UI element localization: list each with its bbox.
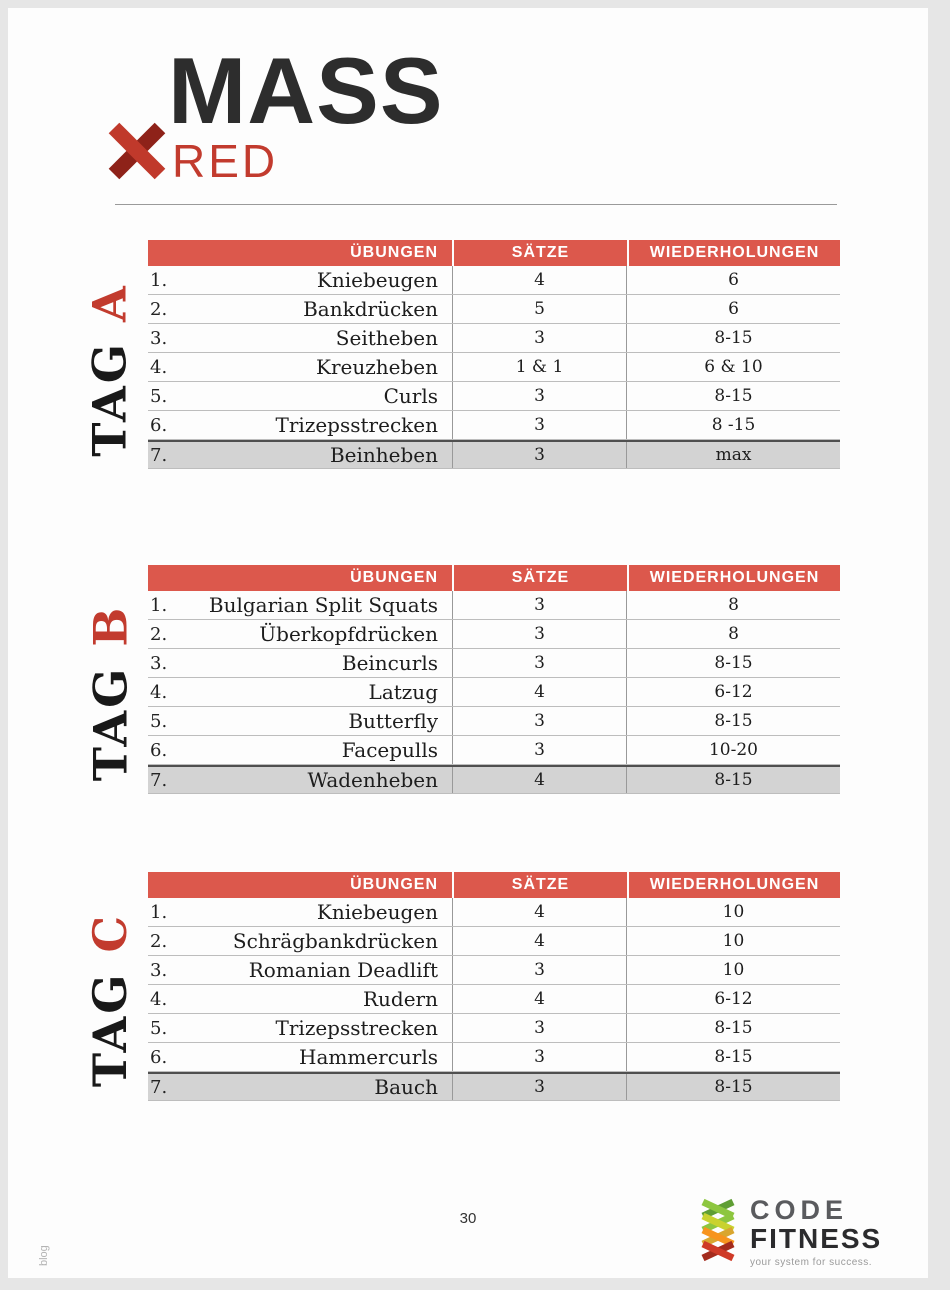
table-row [148, 927, 840, 956]
reps-cell: 8-15 [714, 386, 753, 406]
sets-cell: 4 [452, 898, 627, 926]
reps-cell: 8 [728, 624, 739, 644]
sets-cell: 3 [452, 1014, 627, 1042]
x-red-logo-icon [102, 114, 174, 186]
table-row [148, 736, 840, 765]
sets-cell: 4 [452, 266, 627, 294]
table-row [148, 898, 840, 927]
table-row [148, 411, 840, 440]
reps-cell: 10 [722, 960, 745, 980]
column-header-wiederholungen: WIEDERHOLUNGEN [629, 240, 840, 266]
reps-cell: 6-12 [714, 682, 753, 702]
column-header-saetze: SÄTZE [454, 240, 627, 266]
row-number: 2. [150, 623, 168, 645]
table-row [148, 956, 840, 985]
exercise-cell [148, 1043, 452, 1071]
brand-tagline: your system for success. [750, 1256, 873, 1268]
column-header-uebungen: ÜBUNGEN [148, 872, 452, 898]
sets-cell: 3 [452, 736, 627, 764]
column-header-saetze: SÄTZE [454, 565, 627, 591]
exercise-name: Kniebeugen [316, 268, 438, 292]
exercise-name: Überkopfdrücken [259, 622, 438, 646]
reps-cell: 8 -15 [711, 415, 756, 435]
row-number: 5. [150, 710, 168, 732]
table-row [148, 1014, 840, 1043]
column-header-uebungen: ÜBUNGEN [148, 565, 452, 591]
table-row [148, 678, 840, 707]
sets-cell: 4 [452, 767, 627, 793]
sets-cell: 3 [452, 591, 627, 619]
row-number: 3. [150, 652, 168, 674]
exercise-cell [148, 620, 452, 648]
table-row [148, 707, 840, 736]
sets-cell: 3 [452, 1074, 627, 1100]
exercise-cell [148, 1074, 452, 1100]
dna-helix-icon [695, 1196, 741, 1269]
row-number: 1. [150, 594, 168, 616]
tag-letter: C [83, 912, 137, 952]
table-row [148, 440, 840, 469]
reps-cell: 10 [722, 931, 745, 951]
sets-cell: 3 [452, 956, 627, 984]
exercise-name: Seitheben [335, 326, 438, 350]
tag-word: TAG [83, 321, 138, 457]
column-header-wiederholungen: WIEDERHOLUNGEN [629, 565, 840, 591]
reps-cell: 8-15 [714, 1077, 753, 1097]
exercise-cell [148, 767, 452, 793]
sets-cell: 5 [452, 295, 627, 323]
exercise-name: Rudern [362, 987, 438, 1011]
page-number: 30 [459, 1210, 477, 1227]
exercise-name: Latzug [368, 680, 438, 704]
row-number: 2. [150, 298, 168, 320]
column-header-wiederholungen: WIEDERHOLUNGEN [629, 872, 840, 898]
exercise-cell [148, 382, 452, 410]
exercise-cell [148, 985, 452, 1013]
exercise-name: Romanian Deadlift [248, 958, 438, 982]
table-row [148, 295, 840, 324]
row-number: 6. [150, 414, 168, 436]
exercise-cell [148, 411, 452, 439]
page-title: MASS [168, 38, 444, 143]
table-header-row [148, 565, 840, 591]
exercise-cell [148, 1014, 452, 1042]
exercise-name: Trizepsstrecken [275, 1016, 438, 1040]
exercise-name: Kniebeugen [316, 900, 438, 924]
exercise-cell [148, 295, 452, 323]
workout-table-a [148, 240, 840, 469]
exercise-name: Facepulls [341, 738, 438, 762]
table-header-row [148, 872, 840, 898]
tag-a-label [82, 267, 138, 473]
table-row [148, 324, 840, 353]
table-row [148, 591, 840, 620]
reps-cell: 6-12 [714, 989, 753, 1009]
row-number: 7. [150, 444, 168, 466]
reps-cell: 8-15 [714, 1047, 753, 1067]
tag-word: TAG [83, 951, 137, 1087]
blog-watermark: blog [38, 1245, 50, 1266]
row-number: 3. [150, 327, 168, 349]
sets-cell: 3 [452, 620, 627, 648]
reps-cell: 10 [722, 902, 745, 922]
exercise-name: Butterfly [348, 709, 438, 733]
exercise-cell [148, 898, 452, 926]
table-row [148, 1043, 840, 1072]
exercise-name: Bulgarian Split Squats [208, 593, 438, 617]
workout-table-b [148, 565, 840, 794]
exercise-cell [148, 707, 452, 735]
brand-name-code: CODE [750, 1195, 849, 1225]
table-row [148, 985, 840, 1014]
reps-cell: 8-15 [714, 328, 753, 348]
workout-table-c [148, 872, 840, 1101]
exercise-name: Curls [383, 384, 438, 408]
table-header-row [148, 240, 840, 266]
row-number: 4. [150, 356, 168, 378]
row-number: 3. [150, 959, 168, 981]
reps-cell: 6 [728, 299, 739, 319]
table-row [148, 1072, 840, 1101]
row-number: 5. [150, 385, 168, 407]
reps-cell: 8-15 [714, 770, 753, 790]
reps-cell: 10-20 [708, 740, 758, 760]
reps-cell: 8 [728, 595, 739, 615]
exercise-cell [148, 736, 452, 764]
row-number: 7. [150, 769, 168, 791]
exercise-cell [148, 956, 452, 984]
reps-cell: 8-15 [714, 711, 753, 731]
exercise-name: Bankdrücken [303, 297, 438, 321]
exercise-cell [148, 442, 452, 468]
exercise-cell [148, 927, 452, 955]
tag-letter: B [83, 604, 138, 647]
sets-cell: 3 [452, 649, 627, 677]
sets-cell: 3 [452, 1043, 627, 1071]
row-number: 1. [150, 901, 168, 923]
sets-cell: 3 [452, 442, 627, 468]
table-row [148, 649, 840, 678]
exercise-cell [148, 353, 452, 381]
table-row [148, 266, 840, 295]
table-row [148, 765, 840, 794]
reps-cell: 8-15 [714, 1018, 753, 1038]
sets-cell: 3 [452, 411, 627, 439]
sets-cell: 1 & 1 [452, 353, 627, 381]
column-header-saetze: SÄTZE [454, 872, 627, 898]
row-number: 2. [150, 930, 168, 952]
exercise-cell [148, 649, 452, 677]
row-number: 4. [150, 988, 168, 1010]
document-page [8, 8, 928, 1278]
exercise-cell [148, 266, 452, 294]
sets-cell: 3 [452, 382, 627, 410]
tag-word: TAG [83, 646, 138, 781]
reps-cell: 8-15 [714, 653, 753, 673]
reps-cell: 6 [728, 270, 739, 290]
tag-letter: A [83, 283, 138, 322]
sets-cell: 4 [452, 985, 627, 1013]
table-row [148, 382, 840, 411]
exercise-name: Hammercurls [299, 1045, 438, 1069]
exercise-name: Bauch [374, 1075, 438, 1099]
row-number: 7. [150, 1076, 168, 1098]
exercise-cell [148, 591, 452, 619]
exercise-name: Kreuzheben [316, 355, 438, 379]
reps-cell: 6 & 10 [704, 357, 763, 377]
row-number: 1. [150, 269, 168, 291]
column-header-uebungen: ÜBUNGEN [148, 240, 452, 266]
sets-cell: 3 [452, 324, 627, 352]
exercise-cell [148, 678, 452, 706]
sets-cell: 3 [452, 707, 627, 735]
exercise-name: Schrägbankdrücken [232, 929, 438, 953]
table-row [148, 353, 840, 382]
exercise-name: Trizepsstrecken [275, 413, 438, 437]
tag-c-label [82, 898, 138, 1101]
brand-name-fitness: FITNESS [750, 1223, 883, 1255]
table-row [148, 620, 840, 649]
exercise-cell [148, 324, 452, 352]
code-fitness-logo [695, 1196, 882, 1269]
exercise-name: Wadenheben [307, 768, 438, 792]
row-number: 5. [150, 1017, 168, 1039]
page-subtitle: RED [172, 135, 279, 187]
exercise-name: Beinheben [329, 443, 438, 467]
sets-cell: 4 [452, 927, 627, 955]
exercise-name: Beincurls [341, 651, 438, 675]
header-divider [115, 204, 837, 205]
row-number: 6. [150, 1046, 168, 1068]
sets-cell: 4 [452, 678, 627, 706]
row-number: 6. [150, 739, 168, 761]
tag-b-label [82, 591, 138, 794]
brand-text [750, 1196, 882, 1268]
reps-cell: max [715, 445, 752, 465]
row-number: 4. [150, 681, 168, 703]
